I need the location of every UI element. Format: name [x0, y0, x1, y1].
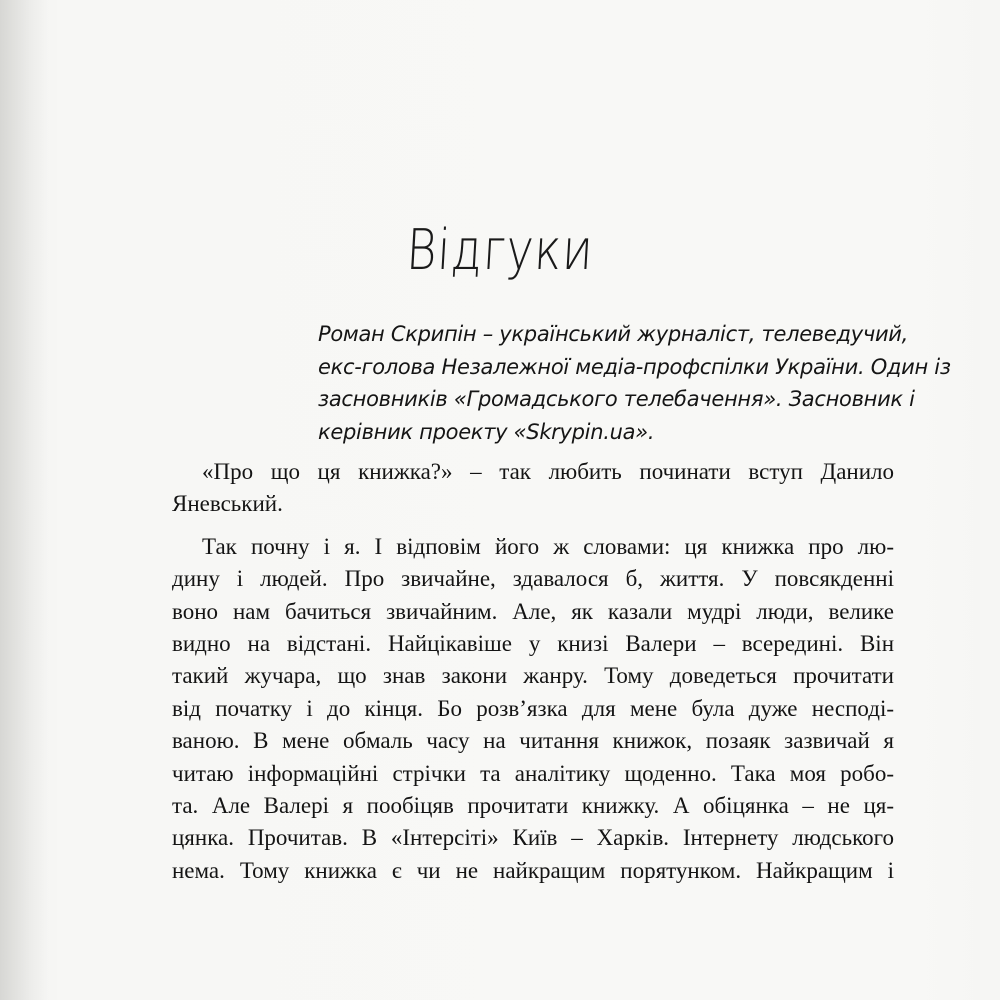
bio-line: керівник проекту «Skrypin.ua». [318, 419, 655, 444]
text-line: «Про що ця книжка?» – так любить починати вступ Данило [202, 459, 894, 484]
bio-line: Роман Скрипін – український журналіст, телеведучий, [318, 322, 909, 346]
text-line: та. Але Валері я пообіцяв прочитати книжку. А обіцянка – не ця- [172, 793, 894, 819]
text-line: нема. Тому книжка є чи не найкращим порятунком. Найкращим і [172, 857, 894, 883]
review-body [172, 456, 894, 897]
text-line: Яневський. [172, 491, 283, 517]
paragraph [172, 531, 894, 887]
text-line: ваною. В мене обмаль часу на читання книжок, позаяк зазвичай я [172, 728, 894, 754]
text-line: такий жучара, що знав закони жанру. Тому доведеться прочитати [172, 663, 894, 689]
paragraph [172, 456, 894, 521]
bio-line: екс-голова Незалежної медіа-профспілки України. Один із [318, 354, 951, 379]
text-line: від початку і до кінця. Бо розв’язка для мене була дуже несподі- [172, 695, 894, 721]
author-bio [318, 318, 951, 448]
text-line: видно на відстані. Найцікавіше у книзі Валери – всередині. Він [172, 631, 894, 657]
text-line: воно нам бачиться звичайним. Але, як казали мудрі люди, велике [172, 598, 894, 624]
section-heading: Відгуки [404, 218, 596, 283]
text-line: Так почну і я. І відповім його ж словами: ця книжка про лю- [202, 533, 894, 559]
text-line: читаю інформаційні стрічки та аналітику щоденно. Така моя робо- [172, 760, 894, 786]
text-line: дину і людей. Про звичайне, здавалося б, життя. У повсякденні [172, 566, 894, 592]
text-line: цянка. Прочитав. В «Інтерсіті» Київ – Харків. Інтернету людського [172, 825, 894, 851]
bio-line: засновників «Громадського телебачення». Засновник і [318, 387, 915, 411]
page-gutter-shadow [0, 0, 48, 1000]
